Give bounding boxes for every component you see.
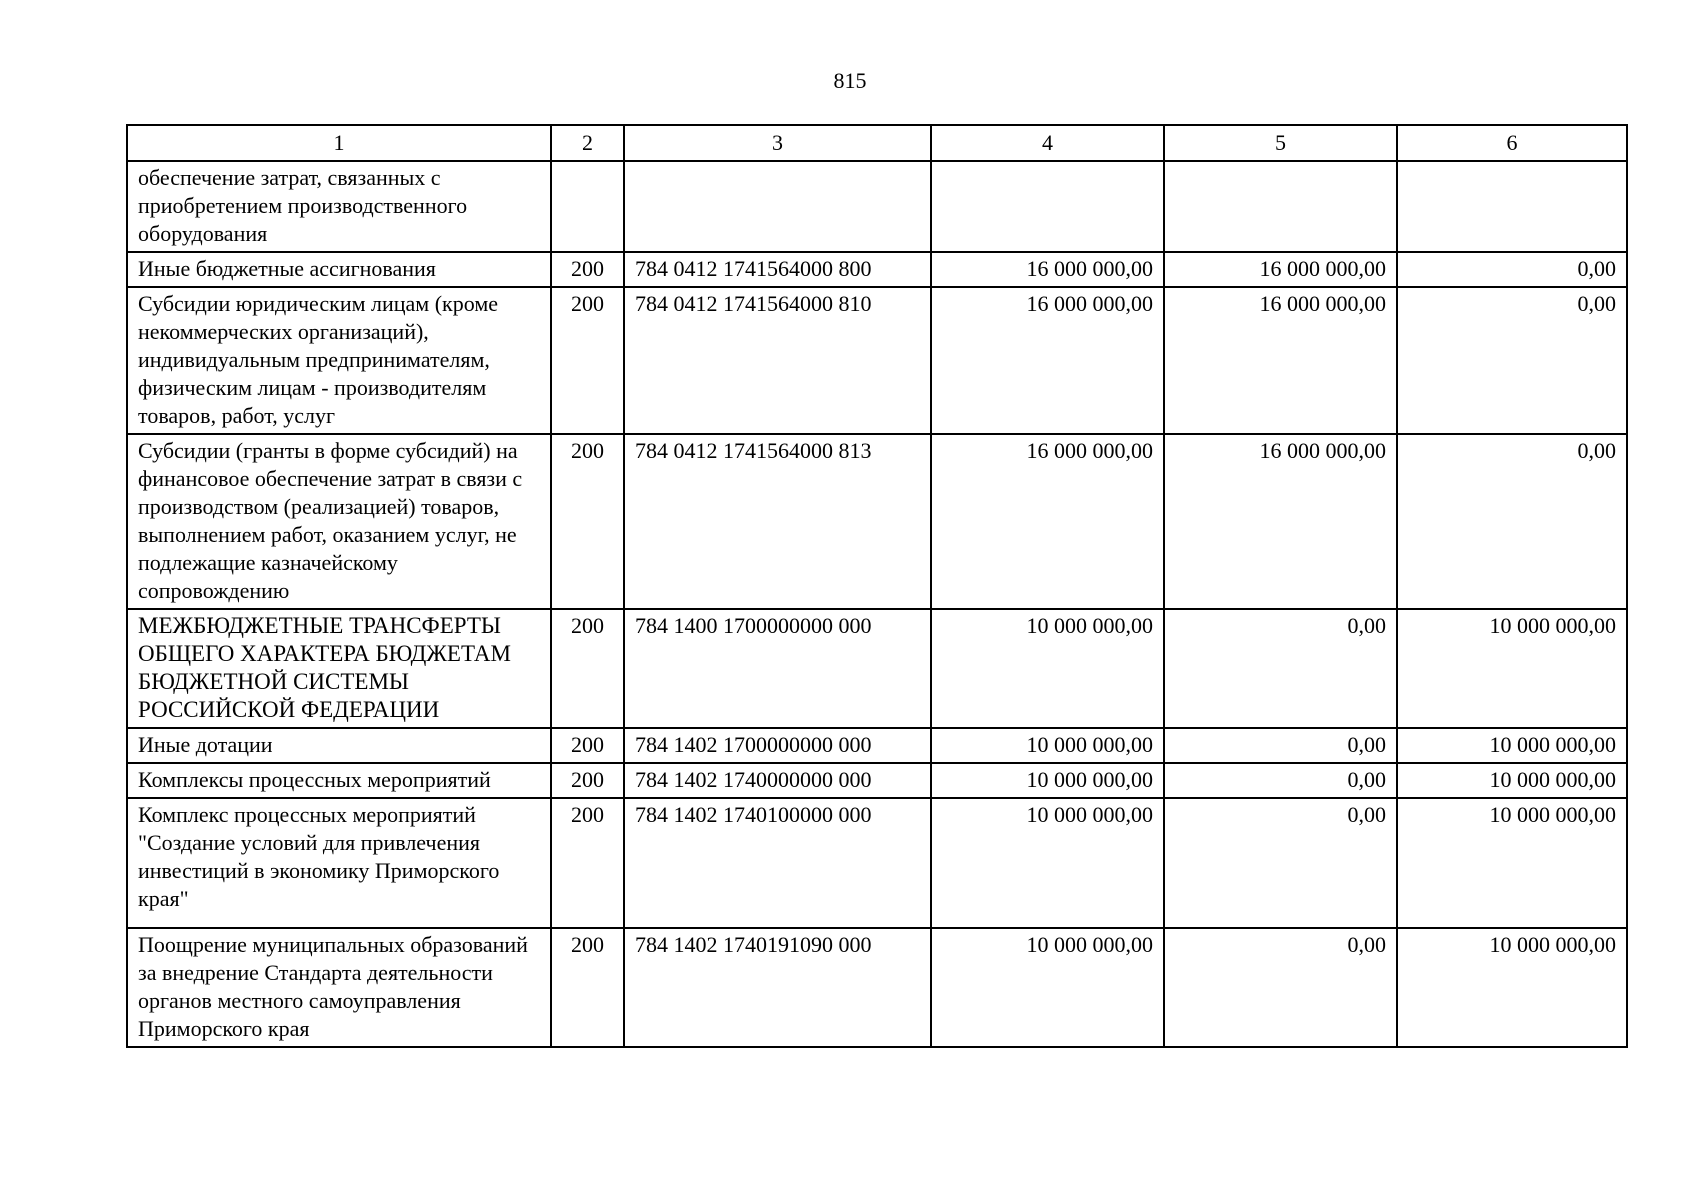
row-value-5: 0,00 [1164, 798, 1397, 928]
row-value-6: 0,00 [1397, 434, 1627, 609]
row-value-6: 0,00 [1397, 252, 1627, 287]
column-header-3: 3 [624, 125, 931, 161]
column-header-2: 2 [551, 125, 624, 161]
table-row [127, 252, 1627, 287]
row-name: Комплекс процессных мероприятий "Создание условий для привлечения инвестиций в экономику Приморского края" [127, 798, 551, 928]
row-value-4: 16 000 000,00 [931, 434, 1164, 609]
row-code: 200 [551, 287, 624, 434]
row-value-5: 0,00 [1164, 928, 1397, 1047]
row-value-6 [1397, 161, 1627, 252]
row-kbk: 784 0412 1741564000 810 [624, 287, 931, 434]
table-row [127, 609, 1627, 728]
row-name: Иные дотации [127, 728, 551, 763]
table-row [127, 287, 1627, 434]
row-value-5: 16 000 000,00 [1164, 252, 1397, 287]
row-kbk: 784 0412 1741564000 813 [624, 434, 931, 609]
row-value-4: 16 000 000,00 [931, 287, 1164, 434]
row-value-4: 10 000 000,00 [931, 798, 1164, 928]
row-value-4: 10 000 000,00 [931, 763, 1164, 798]
row-name: Иные бюджетные ассигнования [127, 252, 551, 287]
header-row [127, 125, 1627, 161]
row-code: 200 [551, 252, 624, 287]
row-kbk: 784 1402 1740100000 000 [624, 798, 931, 928]
row-value-6: 10 000 000,00 [1397, 763, 1627, 798]
column-header-6: 6 [1397, 125, 1627, 161]
row-value-5: 0,00 [1164, 609, 1397, 728]
row-value-4: 16 000 000,00 [931, 252, 1164, 287]
row-value-6: 10 000 000,00 [1397, 798, 1627, 928]
row-kbk: 784 0412 1741564000 800 [624, 252, 931, 287]
row-value-6: 0,00 [1397, 287, 1627, 434]
row-code: 200 [551, 434, 624, 609]
table-row [127, 798, 1627, 928]
row-value-4 [931, 161, 1164, 252]
row-kbk [624, 161, 931, 252]
row-name: Поощрение муниципальных образований за внедрение Стандарта деятельности органов местного самоуправления Приморского края [127, 928, 551, 1047]
table-row [127, 928, 1627, 1047]
row-code: 200 [551, 763, 624, 798]
row-kbk: 784 1402 1740000000 000 [624, 763, 931, 798]
row-value-5: 0,00 [1164, 763, 1397, 798]
row-name: Субсидии (гранты в форме субсидий) на финансовое обеспечение затрат в связи с производством (реализацией) товаров, выполнением работ, оказанием услуг, не подлежащие казначейскому сопровождению [127, 434, 551, 609]
row-value-6: 10 000 000,00 [1397, 609, 1627, 728]
row-code: 200 [551, 609, 624, 728]
row-value-5: 16 000 000,00 [1164, 434, 1397, 609]
row-code: 200 [551, 728, 624, 763]
table-row [127, 763, 1627, 798]
column-header-5: 5 [1164, 125, 1397, 161]
budget-table [126, 124, 1628, 1048]
row-code [551, 161, 624, 252]
table-row [127, 434, 1627, 609]
column-header-1: 1 [127, 125, 551, 161]
row-kbk: 784 1402 1740191090 000 [624, 928, 931, 1047]
table-row [127, 161, 1627, 252]
row-value-4: 10 000 000,00 [931, 609, 1164, 728]
row-name: Комплексы процессных мероприятий [127, 763, 551, 798]
row-value-6: 10 000 000,00 [1397, 728, 1627, 763]
row-value-5: 0,00 [1164, 728, 1397, 763]
row-kbk: 784 1400 1700000000 000 [624, 609, 931, 728]
row-value-5 [1164, 161, 1397, 252]
row-name: Субсидии юридическим лицам (кроме некоммерческих организаций), индивидуальным предпринимателям, физическим лицам - производителям товаров, работ, услуг [127, 287, 551, 434]
row-name: МЕЖБЮДЖЕТНЫЕ ТРАНСФЕРТЫ ОБЩЕГО ХАРАКТЕРА БЮДЖЕТАМ БЮДЖЕТНОЙ СИСТЕМЫ РОССИЙСКОЙ ФЕДЕРАЦИИ [127, 609, 551, 728]
row-value-4: 10 000 000,00 [931, 728, 1164, 763]
row-code: 200 [551, 798, 624, 928]
row-code: 200 [551, 928, 624, 1047]
table-row [127, 728, 1627, 763]
row-value-6: 10 000 000,00 [1397, 928, 1627, 1047]
page-number: 815 [833, 68, 867, 93]
row-name: обеспечение затрат, связанных с приобретением производственного оборудования [127, 161, 551, 252]
row-value-4: 10 000 000,00 [931, 928, 1164, 1047]
row-value-5: 16 000 000,00 [1164, 287, 1397, 434]
row-kbk: 784 1402 1700000000 000 [624, 728, 931, 763]
column-header-4: 4 [931, 125, 1164, 161]
